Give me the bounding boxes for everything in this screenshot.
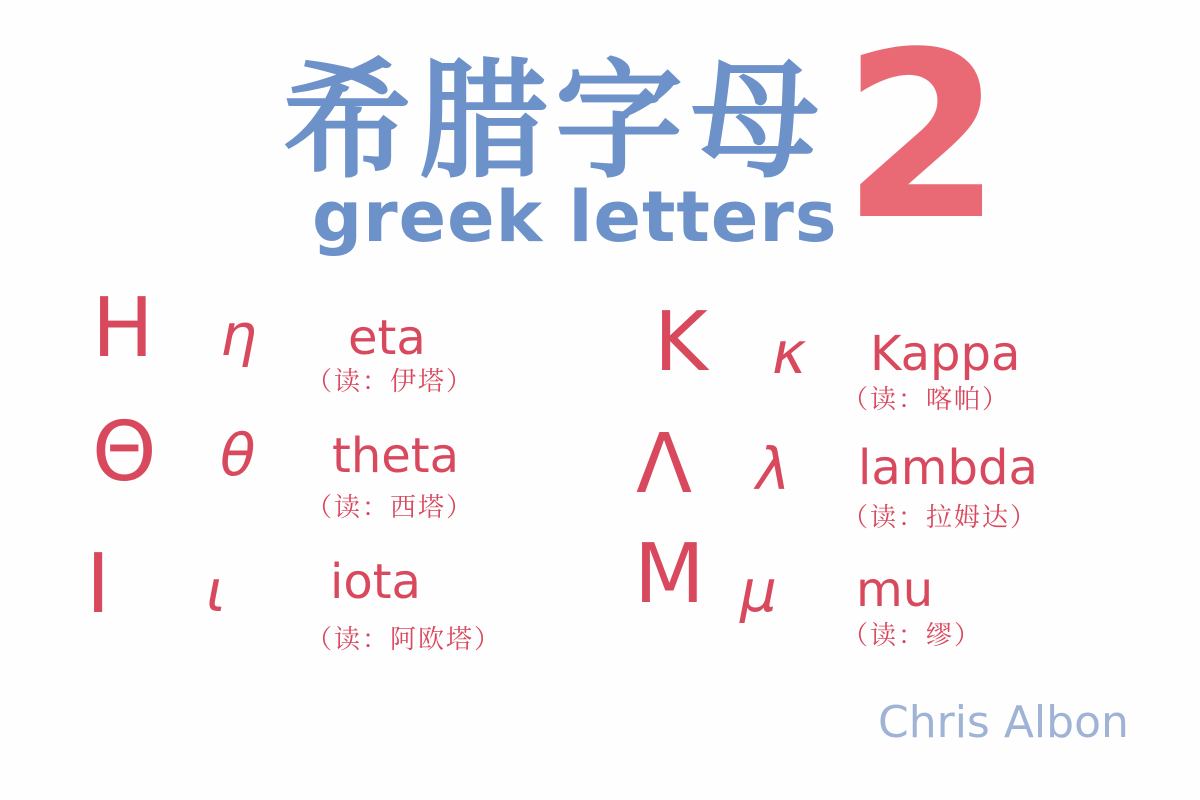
theta-lowercase: θ [220, 421, 256, 489]
eta-lowercase: η [220, 301, 257, 369]
mu-name: mu [856, 562, 934, 618]
theta-uppercase: Θ [92, 405, 157, 500]
lambda-name: lambda [858, 440, 1038, 496]
eta-pronunciation: （读：伊塔） [306, 367, 475, 397]
mu-pronunciation: （读：缪） [842, 621, 983, 651]
iota-pronunciation: （读：阿欧塔） [306, 625, 503, 655]
lambda-uppercase: Λ [636, 417, 693, 512]
eta-uppercase: H [92, 281, 154, 376]
title-english: greek letters [312, 176, 838, 258]
iota-lowercase: ι [206, 557, 226, 625]
kappa-pronunciation: （读：喀帕） [842, 385, 1011, 415]
theta-pronunciation: （读：西塔） [306, 493, 475, 523]
lambda-pronunciation: （读：拉姆达） [842, 503, 1039, 533]
iota-uppercase: I [86, 537, 111, 632]
mu-uppercase: M [634, 527, 705, 622]
mu-lowercase: μ [740, 557, 777, 625]
theta-name: theta [332, 428, 460, 484]
lambda-lowercase: λ [756, 435, 791, 503]
kappa-name: Kappa [870, 326, 1021, 382]
title-chinese: 希腊字母 [283, 47, 828, 196]
title-number: 2 [842, 4, 1003, 271]
kappa-uppercase: K [654, 295, 708, 390]
kappa-lowercase: κ [772, 319, 807, 387]
author-signature: Chris Albon [878, 697, 1129, 748]
iota-name: iota [330, 554, 421, 610]
eta-name: eta [348, 310, 426, 366]
